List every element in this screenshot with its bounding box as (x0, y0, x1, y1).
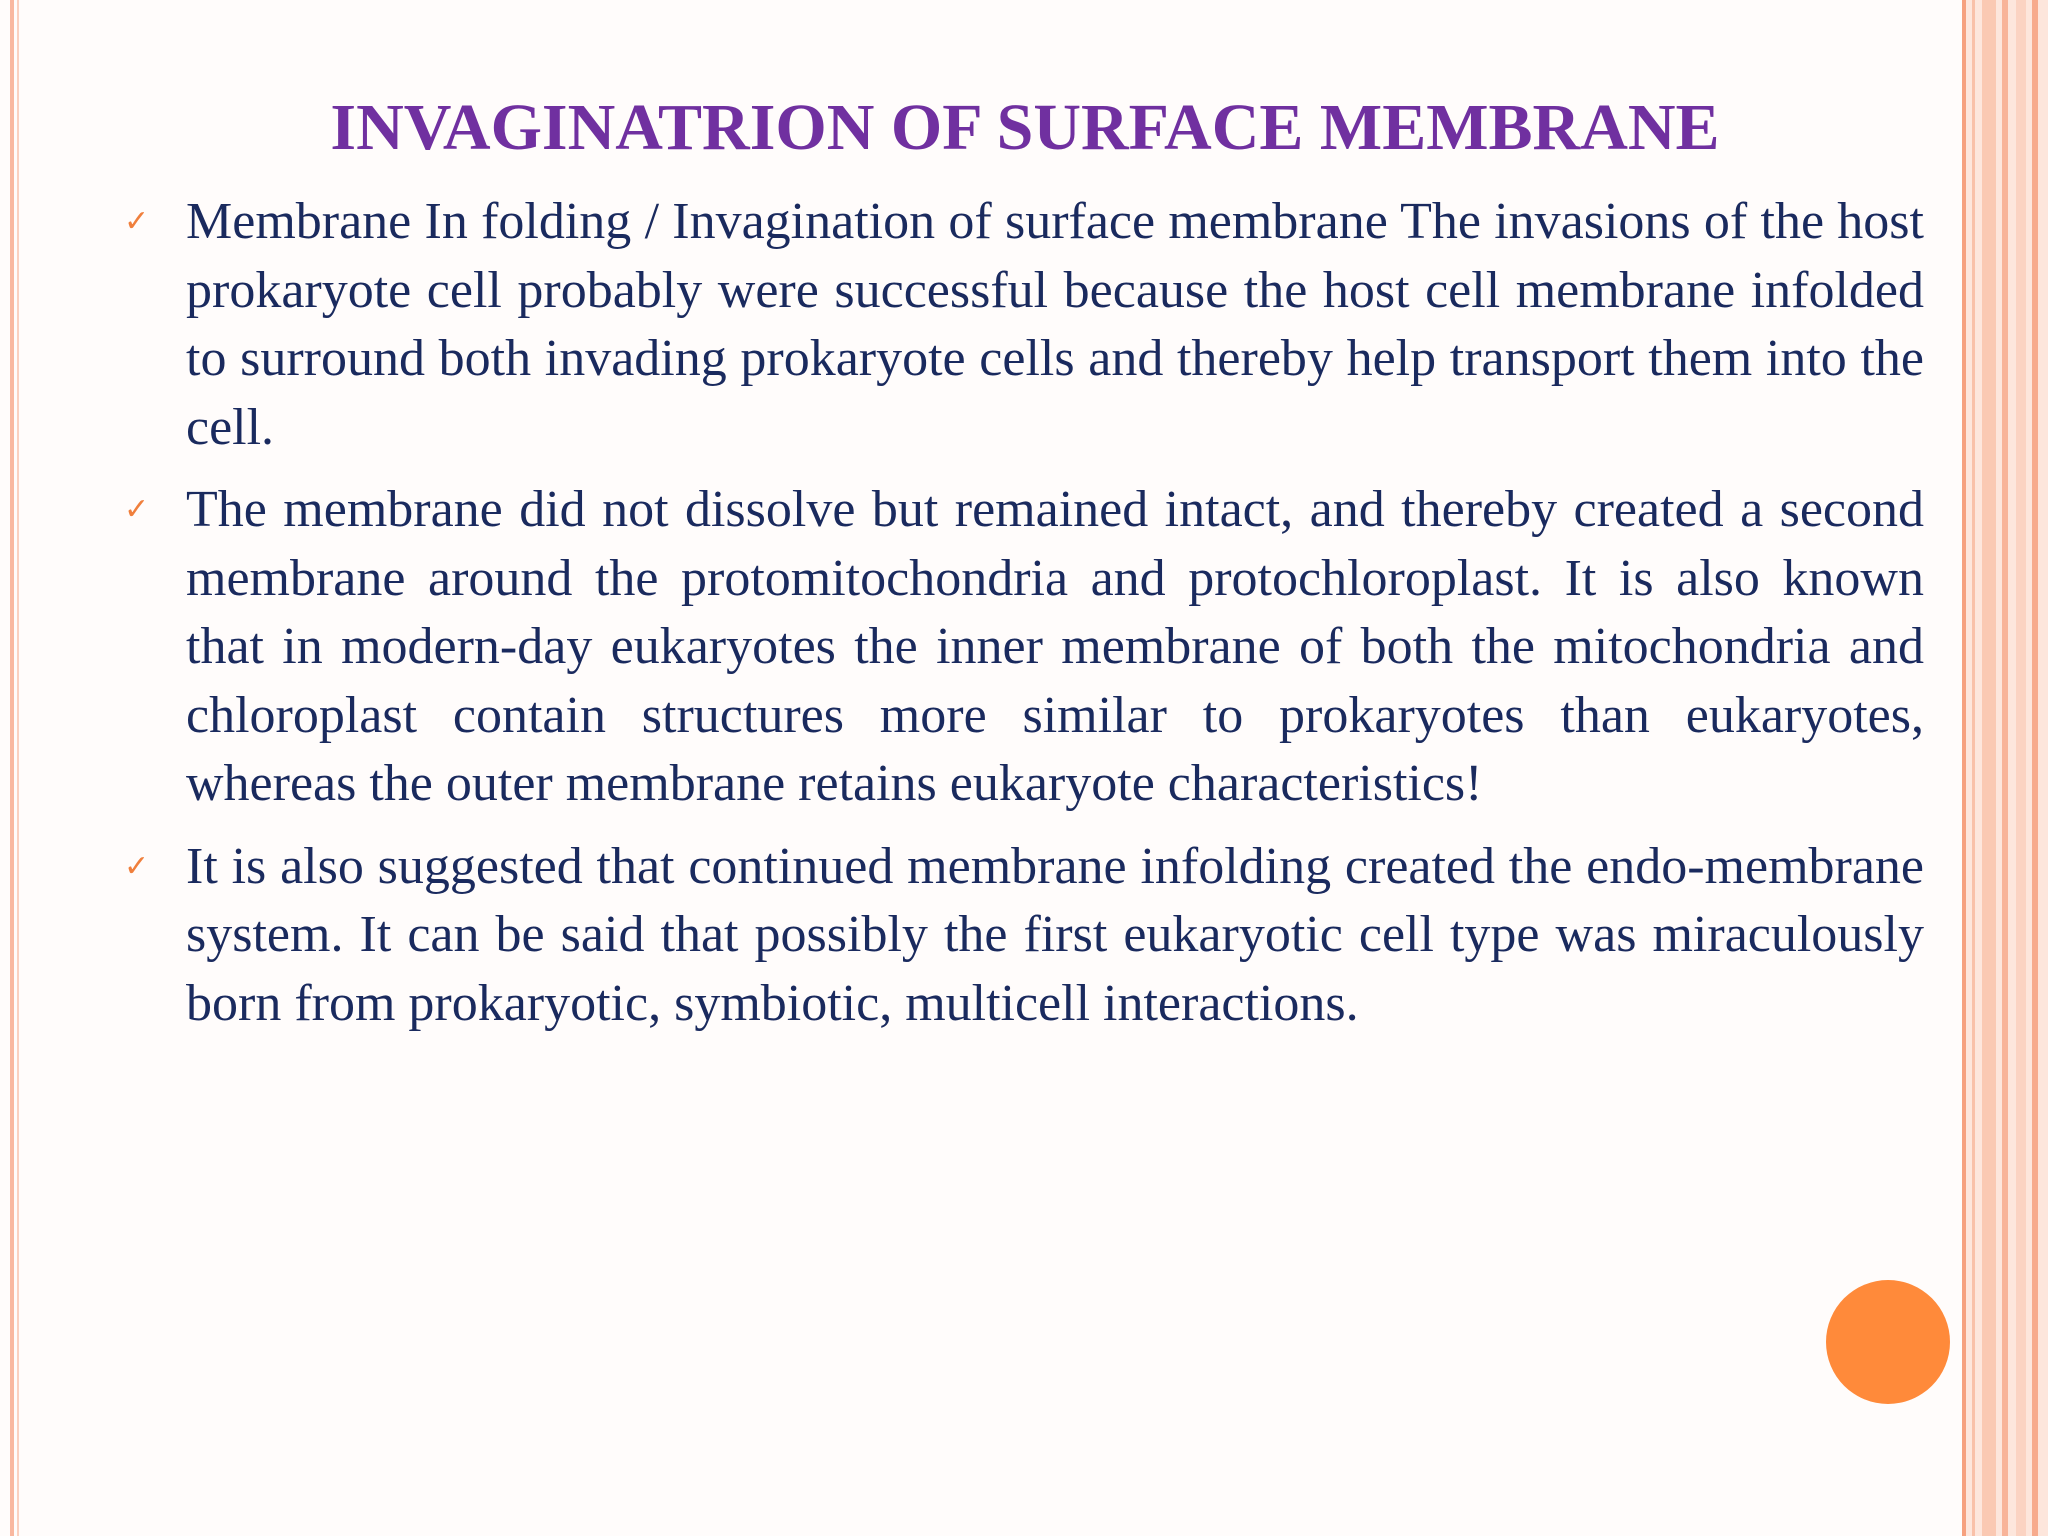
right-stripe (2032, 0, 2038, 1536)
bullet-list (124, 188, 1924, 1052)
bullet-text: Membrane In folding / Invagination of surface membrane The invasions of the host prokaryote cell probably were successful because the host cell membrane infolded to surround both invading prokaryote cells and thereby help transport them into the cell. (186, 193, 1924, 456)
check-icon: ✓ (124, 492, 150, 527)
check-icon: ✓ (124, 204, 150, 239)
orange-circle-decoration (1826, 1280, 1950, 1404)
bullet-item (124, 476, 1924, 819)
bullet-item (124, 833, 1924, 1039)
check-icon: ✓ (124, 848, 150, 884)
right-stripe (1982, 0, 1996, 1536)
left-border-line-inner (17, 0, 19, 1536)
bullet-item (124, 188, 1924, 462)
bullet-text: It is also suggested that continued membrane infolding created the endo-membrane system. It can be said that possibly the first eukaryotic cell type was miraculously born from prokaryotic, symbiotic, multicell interactions. (186, 837, 1924, 1032)
bullet-text: The membrane did not dissolve but remained intact, and thereby created a second membrane around the protomitochondria and protochloroplast. It is also known that in modern-day eukaryotes the inner membrane of both the mitochondria and chloroplast contain structures more similar to prokaryotes than eukaryotes, whereas the outer membrane retains eukaryote characteristics! (186, 481, 1924, 812)
right-stripe (1972, 0, 1975, 1536)
right-stripe (2016, 0, 2026, 1536)
right-stripe (1962, 0, 1966, 1536)
slide-title: INVAGINATRION OF SURFACE MEMBRANE (330, 91, 1720, 164)
right-stripe (2002, 0, 2008, 1536)
left-border-line (10, 0, 14, 1536)
